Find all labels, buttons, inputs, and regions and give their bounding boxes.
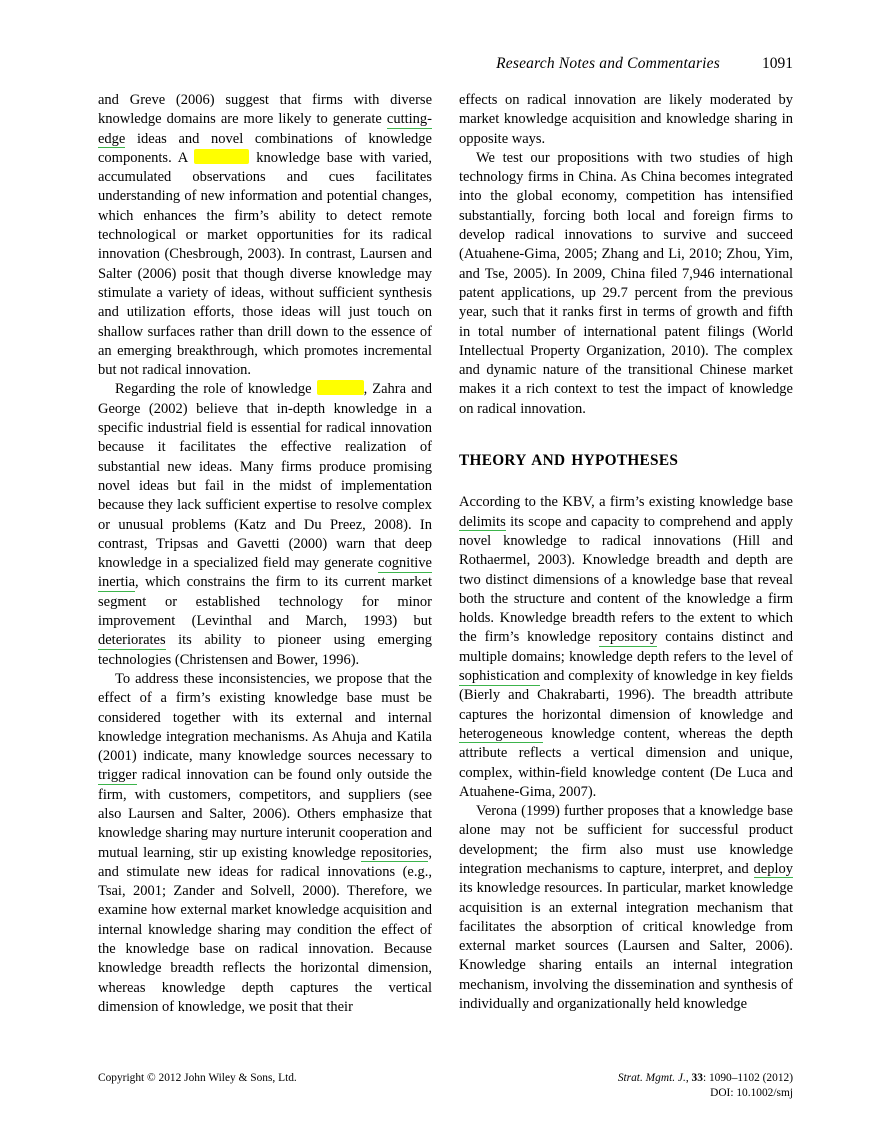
paragraph-knowledge-domains: [98, 91, 432, 380]
text-segment: Regarding the role of knowledge: [115, 381, 317, 398]
green-underlined-term: sophistication: [459, 668, 540, 685]
paragraph-inconsistencies: [98, 670, 432, 1017]
text-segment: knowledge base with varied, accumulated observations and cues facilitates understanding of new information and potential changes, which enhances the firm’s ability to detect remote technological or market opportunities for its radical innovation (Chesbrough, 2003). In contrast, Laursen and Salter (2006) posit that though diverse knowledge may stimulate a variety of ideas, without sufficient synthesis and utilization efforts, those ideas will just touch on shallow surfaces rather than drill down to the essence of an emerging breakthrough, which promotes incremental but not radical innovation.: [98, 149, 432, 379]
green-underlined-term: delimits: [459, 513, 506, 530]
right-column: [459, 91, 793, 1017]
text-segment: To address these inconsistencies, we propose that the effect of a firm’s existing knowledge base must be considered together with its external and internal knowledge integration mechanisms. As Ahuja and Katila (2001) indicate, many knowledge sources necessary to: [98, 670, 432, 765]
page-footer: [98, 1071, 793, 1100]
paragraph-verona: [459, 802, 793, 1014]
left-column: [98, 91, 432, 1017]
green-underlined-term: trigger: [98, 767, 137, 784]
green-underlined-term: cognitive inertia: [98, 555, 432, 591]
text-segment: and complexity of knowledge in key fields (Bierly and Chakrabarti, 1996). The breadth attribute captures the horizontal dimension of knowledge and: [459, 668, 793, 723]
journal-citation: [618, 1071, 793, 1100]
page-number: 1091: [762, 55, 793, 72]
paragraph-effects-moderated: [459, 91, 793, 149]
text-segment: and Greve (2006) suggest that firms with diverse knowledge domains are more likely to generate: [98, 92, 432, 128]
text-segment: , Zahra and George (2002) believe that in-depth knowledge in a specific industrial field is essential for radical innovation because it facilitates the effective realization of substantial new ideas. Many firms produce promising novel ideas but fail in the midst of implementation because they lack sufficient expertise to resolve complex or unusual problems (Katz and Du Preez, 2008). In contrast, Tripsas and Gavetti (2000) warn that deep knowledge in a specialized field may generate: [98, 381, 433, 572]
text-segment: Verona (1999) further proposes that a knowledge base alone may not be sufficient for successful product development; the firm also must use knowledge integration mechanisms to capture, interpret, and: [459, 803, 793, 877]
text-segment: its knowledge resources. In particular, market knowledge acquisition is an external integration mechanism that facilitates the absorption of critical knowledge from external market sources (Laursen and Salter, 2006). Knowledge sharing entails an internal integration mechanism, involving the dissemination and synthesis of individually and organizationally held knowledge: [459, 880, 793, 1013]
text-segment: : 1090–1102 (2012): [702, 1072, 793, 1084]
text-segment: We test our propositions with two studies of high technology firms in China. As China becomes integrated into the global economy, competition has intensified substantially, forcing both local and foreign firms to develop radical innovations to survive and succeed (Atuahene-Gima, 2005; Zhang and Li, 2010; Zhou, Yim, and Tse, 2005). In 2009, China filed 7,946 international patent applications, up 29.7 percent from the previous year, such that it ranks first in terms of growth and fifth in total number of international patent filings (World Intellectual Property Organization, 2010). The complex and dynamic nature of the transitional Chinese market makes it a rich context to test the impact of knowledge on radical innovation.: [459, 149, 793, 417]
journal-reference: [618, 1071, 793, 1086]
paragraph-kbv: [459, 493, 793, 802]
green-underlined-term: deploy: [753, 860, 793, 877]
text-segment: effects on radical innovation are likely moderated by market knowledge acquisition and knowledge sharing in opposite ways.: [459, 92, 793, 147]
text-segment: knowledge content, whereas the depth attribute reflects a vertical dimension and unique, complex, within-field knowledge content (De Luca and Atuahene-Gima, 2007).: [459, 725, 793, 800]
text-segment: , and stimulate new ideas for radical innovations (e.g., Tsai, 2001; Zander and Solvell, 2000). Therefore, we examine how external market knowledge acquisition and internal knowledge sharing may condition the effect of the knowledge base on radical innovation. Because knowledge breadth reflects the horizontal dimension, whereas knowledge depth captures the vertical dimension of knowledge, we posit that their: [98, 844, 432, 1015]
paragraph-china-studies: [459, 149, 793, 419]
two-column-body: [98, 91, 793, 1017]
green-underlined-term: heterogeneous: [459, 725, 543, 742]
yellow-highlight-redaction: [194, 149, 249, 164]
text-segment: radical innovation can be found only outside the firm, with customers, competitors, and suppliers (see also Laursen and Salter, 2006). Others emphasize that knowledge sharing may nurture interunit cooperation and mutual learning, stir up existing knowledge: [98, 767, 432, 861]
text-segment: 33: [691, 1072, 703, 1084]
yellow-highlight-redaction: [317, 380, 364, 395]
copyright-notice: Copyright © 2012 John Wiley & Sons, Ltd.: [98, 1072, 297, 1084]
text-segment: ,: [685, 1072, 692, 1084]
text-segment: contains distinct and multiple domains; knowledge depth refers to the level of: [459, 629, 793, 665]
section-heading-theory-and-hypotheses: THEORY AND HYPOTHESES: [459, 452, 679, 470]
green-underlined-term: repositories: [360, 844, 429, 861]
green-underlined-term: deteriorates: [98, 632, 166, 649]
running-title: Research Notes and Commentaries: [496, 55, 720, 72]
paragraph-knowledge-role: [98, 380, 432, 669]
text-segment: , which constrains the firm to its current market segment or established technology for minor improvement (Levinthal and March, 1993) but: [98, 574, 432, 630]
text-segment: its scope and capacity to comprehend and apply novel knowledge to radical innovations (Hill and Rothaermel, 2003). Knowledge breadth and depth are two distinct dimensions of a knowledge base that reveal both the structure and content of the knowledge a firm holds. Knowledge breadth refers to the extent to which the firm’s knowledge: [459, 513, 793, 646]
text-segment: According to the KBV, a firm’s existing knowledge base: [459, 494, 793, 511]
text-segment: ideas and novel combinations of knowledge components. A: [98, 130, 432, 166]
doi: DOI: 10.1002/smj: [710, 1086, 793, 1099]
text-segment: its ability to pioneer using emerging technologies (Christensen and Bower, 1996).: [98, 632, 432, 668]
text-segment: Strat. Mgmt. J.: [617, 1072, 686, 1084]
green-underlined-term: repository: [598, 629, 658, 646]
green-underlined-term: cutting-edge: [98, 111, 432, 147]
running-header: [98, 55, 793, 73]
